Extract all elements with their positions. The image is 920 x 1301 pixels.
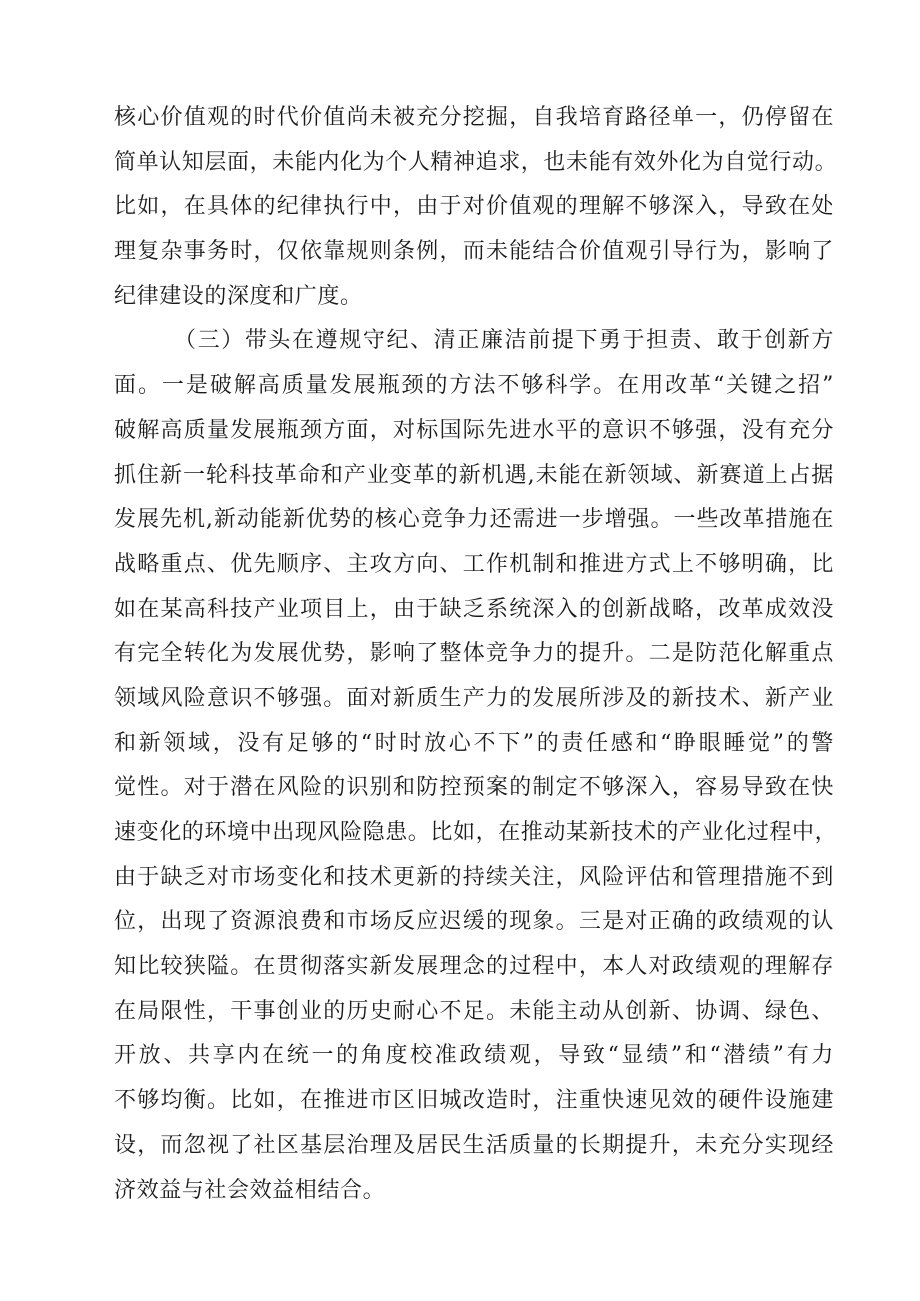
text-line: 理复杂事务时，仅依靠规则条例，而未能结合价值观引导行为，影响了 xyxy=(114,239,834,265)
text-line: 济效益与社会效益相结合。 xyxy=(114,1177,386,1203)
text-line: 在局限性，干事创业的历史耐心不足。未能主动从创新、协调、绿色、 xyxy=(114,998,834,1024)
text-line: 纪律建设的深度和广度。 xyxy=(114,283,363,309)
text-line: 面。一是破解高质量发展瓶颈的方法不够科学。在用改革“关键之招” xyxy=(114,373,834,399)
section-heading-line: （三）带头在遵规守纪、清正廉洁前提下勇于担责、敢于创新方 xyxy=(174,328,834,354)
text-line: 位，出现了资源浪费和市场反应迟缓的现象。三是对正确的政绩观的认 xyxy=(114,909,834,935)
text-line: 有完全转化为发展优势，影响了整体竞争力的提升。二是防范化解重点 xyxy=(114,641,834,667)
paragraph-section-three xyxy=(114,319,838,1213)
text-line: 由于缺乏对市场变化和技术更新的持续关注，风险评估和管理措施不到 xyxy=(114,864,834,890)
text-line: 战略重点、优先顺序、主攻方向、工作机制和推进方式上不够明确，比 xyxy=(114,551,834,577)
text-line: 核心价值观的时代价值尚未被充分挖掘，自我培育路径单一，仍停留在 xyxy=(114,105,834,130)
text-line: 知比较狭隘。在贯彻落实新发展理念的过程中，本人对政绩观的理解存 xyxy=(114,954,834,980)
text-line: 领域风险意识不够强。面对新质生产力的发展所涉及的新技术、新产业 xyxy=(114,685,834,711)
text-line: 觉性。对于潜在风险的识别和防控预案的制定不够深入，容易导致在快 xyxy=(114,775,834,801)
text-line: 不够均衡。比如，在推进市区旧城改造时，注重快速见效的硬件设施建 xyxy=(114,1088,834,1114)
text-line: 开放、共享内在统一的角度校准政绩观，导致“显绩”和“潜绩”有力 xyxy=(114,1043,834,1069)
text-line: 破解高质量发展瓶颈方面，对标国际先进水平的意识不够强，没有充分 xyxy=(114,417,834,443)
text-line: 设，而忽视了社区基层治理及居民生活质量的长期提升，未充分实现经 xyxy=(114,1132,834,1158)
text-line: 抓住新一轮科技革命和产业变革的新机遇,未能在新领域、新赛道上占据 xyxy=(114,462,834,488)
document-body xyxy=(114,96,838,1213)
text-line: 比如，在具体的纪律执行中，由于对价值观的理解不够深入，导致在处 xyxy=(114,194,834,220)
text-line: 如在某高科技产业项目上，由于缺乏系统深入的创新战略，改革成效没 xyxy=(114,596,834,622)
text-line: 简单认知层面，未能内化为个人精神追求，也未能有效外化为自觉行动。 xyxy=(114,149,838,175)
paragraph-values-discipline xyxy=(114,96,838,319)
text-line: 速变化的环境中出现风险隐患。比如，在推动某新技术的产业化过程中， xyxy=(114,820,838,845)
text-line: 和新领域，没有足够的“时时放心不下”的责任感和“睁眼睡觉”的警 xyxy=(114,730,834,756)
text-line: 发展先机,新动能新优势的核心竞争力还需进一步增强。一些改革措施在 xyxy=(114,507,834,533)
